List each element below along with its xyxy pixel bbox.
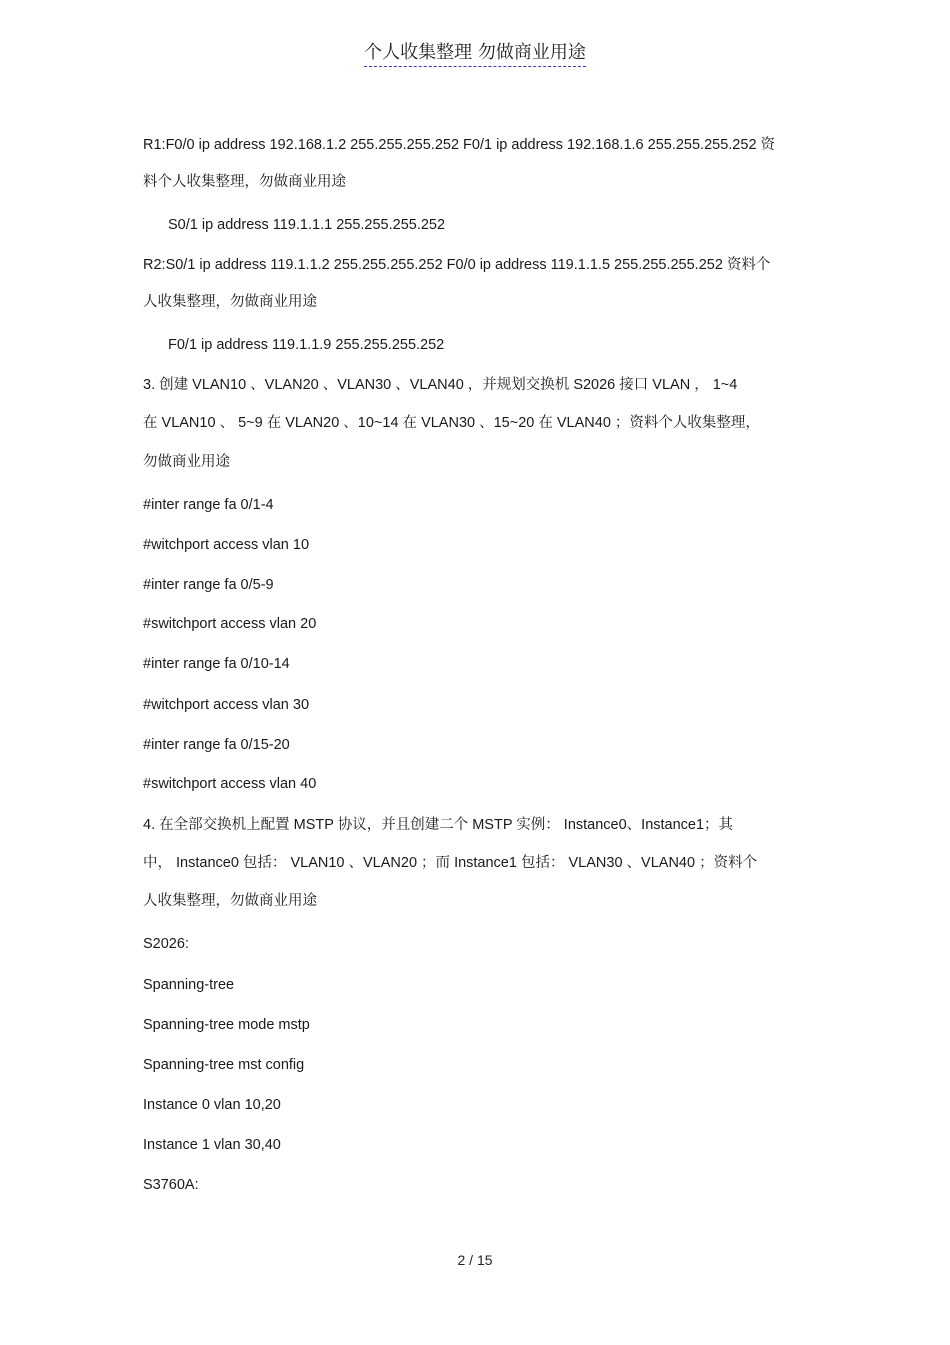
text-line: 中， Instance0 包括： VLAN10 、VLAN20 ；而 Instance1 包括： VLAN30 、VLAN40 ；资料个 (143, 855, 758, 871)
text-line: #switchport access vlan 40 (143, 776, 317, 792)
text-line: #switchport access vlan 20 (143, 616, 317, 632)
text-line: Spanning-tree mode mstp (143, 1017, 310, 1033)
text-line: #witchport access vlan 30 (143, 697, 310, 713)
header-title: 个人收集整理 勿做商业用途 (364, 38, 586, 67)
page-header (0, 38, 950, 67)
text-line: #inter range fa 0/15-20 (143, 737, 290, 753)
text-line: Instance 0 vlan 10,20 (143, 1097, 281, 1113)
text-line: 在 VLAN10 、 5~9 在 VLAN20 、10~14 在 VLAN30 、15~20 在 VLAN40 ；资料个人收集整理， (143, 415, 760, 431)
text-line: #inter range fa 0/10-14 (143, 656, 290, 672)
text-line: Spanning-tree (143, 977, 235, 993)
text-line: 4. 在全部交换机上配置 MSTP 协议，并且创建二个 MSTP 实例： Instance0、Instance1；其 (143, 817, 734, 833)
text-line: Spanning-tree mst config (143, 1057, 305, 1073)
text-line: 人收集整理，勿做商业用途 (143, 893, 317, 909)
page-number: 2 / 15 (457, 1252, 493, 1268)
text-line: #inter range fa 0/1-4 (143, 497, 274, 513)
text-line: 3. 创建 VLAN10 、VLAN20 、VLAN30 、VLAN40 ，并规划交换机 S2026 接口 VLAN ， 1~4 (143, 377, 738, 393)
text-line: Instance 1 vlan 30,40 (143, 1137, 281, 1153)
text-line: R1:F0/0 ip address 192.168.1.2 255.255.255.252 F0/1 ip address 192.168.1.6 255.255.255.252 资 (143, 137, 776, 153)
text-line: #witchport access vlan 10 (143, 537, 310, 553)
text-line: S2026: (143, 936, 189, 952)
text-line: #inter range fa 0/5-9 (143, 577, 274, 593)
text-line: S3760A: (143, 1177, 199, 1193)
text-line: 勿做商业用途 (143, 454, 230, 470)
text-line: S0/1 ip address 119.1.1.1 255.255.255.252 (168, 217, 446, 233)
text-line: 人收集整理，勿做商业用途 (143, 294, 317, 310)
text-line: F0/1 ip address 119.1.1.9 255.255.255.252 (168, 337, 445, 353)
text-line: R2:S0/1 ip address 119.1.1.2 255.255.255.252 F0/0 ip address 119.1.1.5 255.255.255.252 资料个 (143, 257, 771, 273)
text-line: 料个人收集整理，勿做商业用途 (143, 174, 346, 190)
